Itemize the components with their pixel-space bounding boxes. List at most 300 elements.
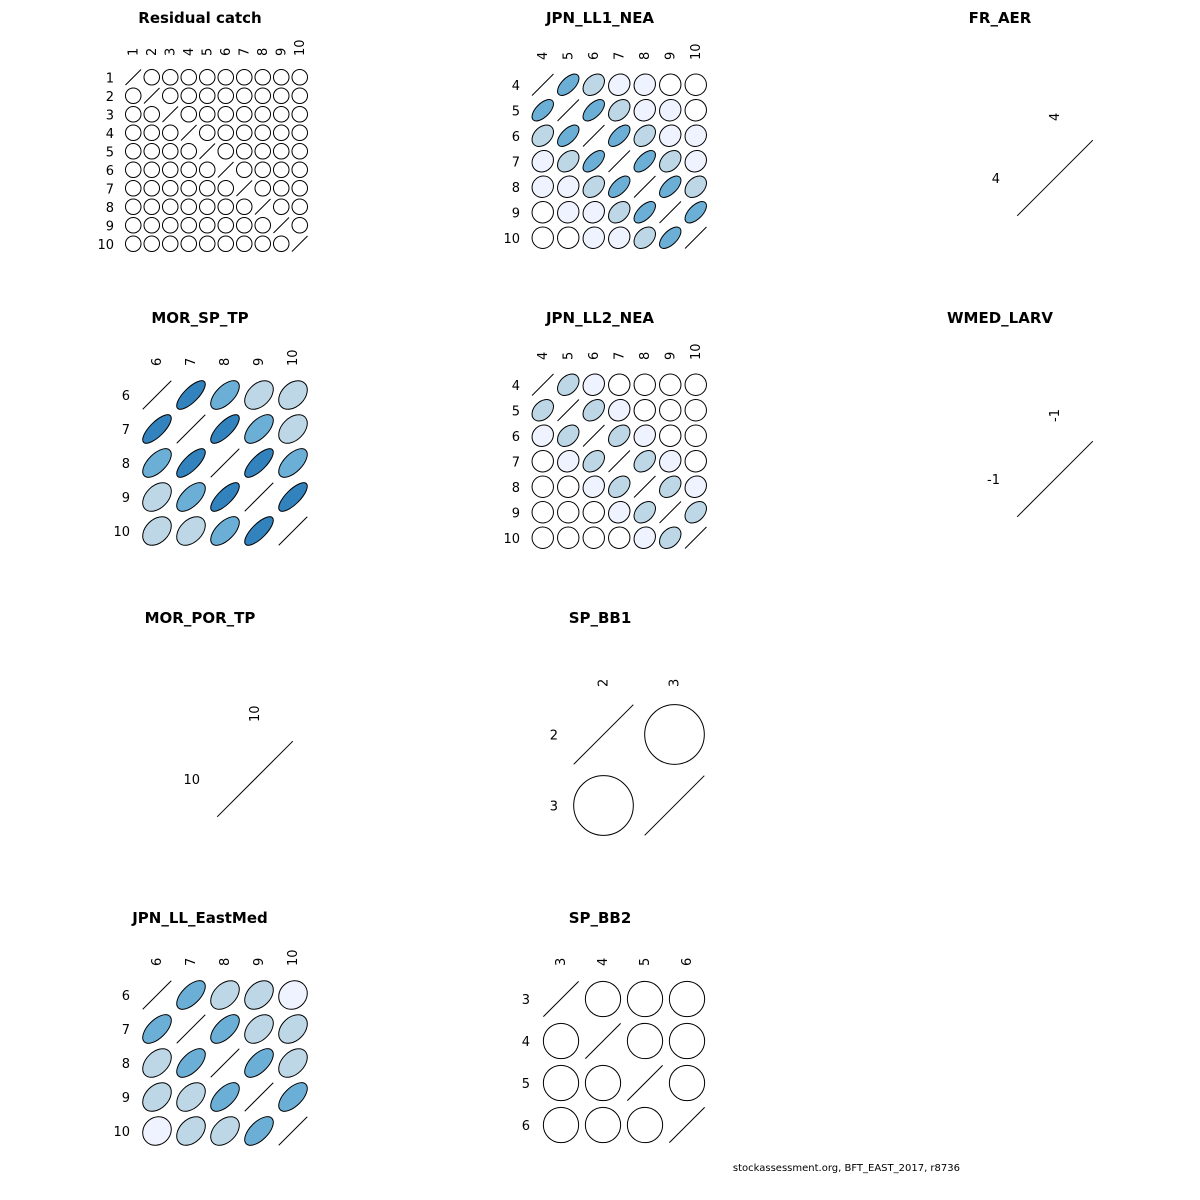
column-tick-label: 4 xyxy=(596,957,611,966)
diagonal-mark xyxy=(558,400,579,421)
correlation-ellipse xyxy=(536,1016,586,1066)
correlation-ellipse xyxy=(196,177,218,199)
correlation-ellipse xyxy=(289,122,311,144)
correlation-ellipse xyxy=(620,1100,670,1150)
correlation-ellipse xyxy=(662,1016,712,1066)
column-tick-label: 1 xyxy=(126,47,142,56)
correlation-ellipse xyxy=(655,446,685,476)
correlation-ellipse xyxy=(252,85,274,107)
correlation-ellipse xyxy=(196,159,218,181)
correlation-ellipse xyxy=(655,370,685,400)
correlation-ellipse xyxy=(655,421,685,451)
correlation-ellipse xyxy=(233,140,255,162)
panel-title: FR_AER xyxy=(968,9,1032,27)
correlation-panel xyxy=(145,609,293,817)
correlation-ellipse xyxy=(579,147,608,176)
correlation-ellipse xyxy=(528,172,558,202)
correlation-ellipse xyxy=(536,1058,586,1108)
column-tick-label: 5 xyxy=(200,47,216,56)
row-tick-label: 10 xyxy=(113,525,130,540)
correlation-ellipse xyxy=(270,85,292,107)
diagonal-mark xyxy=(211,1049,240,1078)
correlation-ellipse xyxy=(553,497,583,527)
correlation-ellipse xyxy=(275,479,312,516)
correlation-ellipse xyxy=(252,177,274,199)
diagonal-mark xyxy=(558,100,579,121)
diagonal-mark xyxy=(279,1117,308,1146)
row-tick-label: 8 xyxy=(121,457,130,472)
row-tick-label: 6 xyxy=(521,1119,530,1134)
correlation-ellipse xyxy=(141,233,163,255)
correlation-ellipse xyxy=(579,446,609,476)
correlation-ellipse xyxy=(159,159,181,181)
correlation-ellipse xyxy=(681,95,711,125)
correlation-ellipse xyxy=(655,472,685,502)
correlation-ellipse xyxy=(289,140,311,162)
correlation-ellipse xyxy=(233,233,255,255)
correlation-ellipse xyxy=(553,146,583,176)
correlation-ellipse xyxy=(122,122,144,144)
correlation-ellipse xyxy=(172,976,210,1014)
credit-text: stockassessment.org, BFT_EAST_2017, r8736 xyxy=(732,1163,960,1174)
column-tick-label: 7 xyxy=(612,351,628,360)
row-tick-label: 7 xyxy=(511,155,520,171)
correlation-ellipse xyxy=(604,472,634,502)
column-tick-label: 2 xyxy=(144,47,160,56)
correlation-ellipse xyxy=(579,172,609,202)
correlation-ellipse xyxy=(630,523,660,553)
column-tick-label: 10 xyxy=(688,43,704,60)
correlation-ellipse xyxy=(656,172,685,201)
column-tick-label: 8 xyxy=(637,351,653,360)
correlation-ellipse xyxy=(630,147,659,176)
row-tick-label: 4 xyxy=(511,78,520,94)
correlation-ellipse xyxy=(137,1111,177,1151)
diagonal-mark xyxy=(685,527,706,548)
correlation-ellipse xyxy=(141,66,163,88)
row-tick-label: 5 xyxy=(511,404,520,420)
row-tick-label: 8 xyxy=(511,480,520,496)
column-tick-label: 6 xyxy=(586,51,602,60)
correlation-ellipse xyxy=(553,523,583,553)
row-tick-label: 7 xyxy=(105,182,114,198)
correlation-ellipse xyxy=(159,85,181,107)
correlation-ellipse xyxy=(215,85,237,107)
correlation-ellipse xyxy=(173,445,210,482)
column-tick-label: 10 xyxy=(286,349,301,366)
correlation-ellipse xyxy=(528,421,558,451)
correlation-ellipse xyxy=(662,1058,712,1108)
column-tick-label: 6 xyxy=(586,351,602,360)
diagonal-mark xyxy=(660,502,681,523)
correlation-ellipse xyxy=(630,370,660,400)
correlation-ellipse xyxy=(553,421,583,451)
correlation-ellipse xyxy=(681,146,711,176)
diagonal-mark xyxy=(162,106,178,122)
diagonal-mark xyxy=(574,705,634,765)
diagonal-mark xyxy=(143,381,172,410)
correlation-ellipse xyxy=(178,140,200,162)
correlation-ellipse xyxy=(681,370,711,400)
correlation-ellipse xyxy=(241,513,278,550)
correlation-ellipse xyxy=(137,477,177,517)
correlation-ellipse xyxy=(579,223,609,253)
correlation-ellipse xyxy=(579,70,609,100)
correlation-ellipse xyxy=(632,692,716,776)
row-tick-label: 6 xyxy=(511,129,520,145)
correlation-ellipse xyxy=(252,140,274,162)
row-tick-label: 9 xyxy=(121,1091,130,1106)
correlation-ellipse xyxy=(240,1112,278,1150)
diagonal-mark xyxy=(177,415,206,444)
correlation-panel xyxy=(503,9,710,253)
row-tick-label: 2 xyxy=(105,89,114,105)
correlation-ellipse xyxy=(240,1044,278,1082)
correlation-ellipse xyxy=(241,445,278,482)
diagonal-mark xyxy=(273,217,289,233)
correlation-panel xyxy=(969,9,1093,216)
correlation-ellipse xyxy=(553,370,583,400)
column-tick-label: 10 xyxy=(688,343,704,360)
correlation-ellipse xyxy=(554,121,583,150)
row-tick-label: 2 xyxy=(549,728,558,744)
correlation-ellipse xyxy=(579,472,609,502)
correlation-ellipse xyxy=(579,197,609,227)
column-tick-label: 6 xyxy=(218,47,234,56)
correlation-ellipse xyxy=(122,214,144,236)
correlation-ellipse xyxy=(289,177,311,199)
correlation-ellipse xyxy=(159,214,181,236)
correlation-ellipse xyxy=(528,446,558,476)
diagonal-mark xyxy=(245,1083,274,1112)
correlation-panel xyxy=(947,309,1093,517)
row-tick-label: 6 xyxy=(121,389,130,404)
correlation-ellipse xyxy=(270,122,292,144)
diagonal-mark xyxy=(217,741,293,817)
correlation-panel xyxy=(113,309,312,551)
column-tick-label: 7 xyxy=(237,47,253,56)
correlation-panel xyxy=(550,609,717,848)
correlation-ellipse xyxy=(141,214,163,236)
column-tick-label: 6 xyxy=(150,357,165,366)
diagonal-mark xyxy=(685,227,706,248)
column-tick-label: 4 xyxy=(535,51,551,60)
column-tick-label: 10 xyxy=(286,949,301,966)
column-tick-label: 6 xyxy=(150,957,165,966)
column-tick-label: 8 xyxy=(637,51,653,60)
diagonal-mark xyxy=(181,125,197,141)
correlation-ellipse xyxy=(553,223,583,253)
correlation-ellipse xyxy=(122,177,144,199)
correlation-ellipse xyxy=(289,214,311,236)
correlation-ellipse xyxy=(270,66,292,88)
correlation-ellipse xyxy=(553,197,583,227)
correlation-ellipse xyxy=(252,159,274,181)
correlation-ellipse xyxy=(681,421,711,451)
correlation-ellipse xyxy=(137,1043,177,1083)
diagonal-mark xyxy=(236,180,252,196)
column-tick-label: 9 xyxy=(274,47,290,56)
correlation-ellipse xyxy=(196,85,218,107)
correlation-ellipse xyxy=(159,140,181,162)
correlation-ellipse xyxy=(215,233,237,255)
diagonal-mark xyxy=(144,88,160,104)
correlation-panel xyxy=(97,9,310,255)
correlation-ellipse xyxy=(141,140,163,162)
row-tick-label: 5 xyxy=(105,145,114,161)
row-tick-label: 4 xyxy=(511,378,520,394)
column-tick-label: 9 xyxy=(252,957,267,966)
correlation-ellipse xyxy=(578,974,628,1024)
correlation-ellipse xyxy=(215,214,237,236)
correlation-ellipse xyxy=(196,122,218,144)
column-tick-label: 9 xyxy=(252,357,267,366)
diagonal-mark xyxy=(245,483,274,512)
correlation-ellipse xyxy=(604,70,634,100)
correlation-ellipse xyxy=(578,1058,628,1108)
diagonal-mark xyxy=(125,69,141,85)
correlation-ellipse xyxy=(528,395,558,425)
correlation-ellipse xyxy=(196,103,218,125)
correlation-ellipse xyxy=(137,511,177,551)
diagonal-mark xyxy=(609,151,630,172)
correlation-ellipse xyxy=(178,103,200,125)
row-tick-label: 5 xyxy=(521,1077,530,1092)
diagonal-mark xyxy=(218,162,234,178)
correlation-ellipse xyxy=(630,95,660,125)
correlation-ellipse xyxy=(178,196,200,218)
correlation-ellipse xyxy=(662,974,712,1024)
correlation-panel xyxy=(113,909,313,1151)
row-tick-label: 9 xyxy=(511,206,520,222)
correlation-ellipse xyxy=(604,370,634,400)
row-tick-label: 5 xyxy=(511,104,520,120)
correlation-ellipse xyxy=(138,1010,176,1048)
diagonal-mark xyxy=(177,1015,206,1044)
row-tick-label: 10 xyxy=(183,773,200,788)
correlation-ellipse xyxy=(273,1043,313,1083)
correlation-ellipse xyxy=(239,975,279,1015)
correlation-ellipse xyxy=(159,122,181,144)
panel-title: JPN_LL_EastMed xyxy=(132,909,268,927)
correlation-ellipse xyxy=(630,121,660,151)
column-tick-label: 8 xyxy=(218,357,233,366)
panel-title: Residual catch xyxy=(138,9,262,27)
correlation-ellipse xyxy=(604,497,634,527)
correlation-ellipse xyxy=(605,121,634,150)
row-tick-label: 3 xyxy=(105,108,114,124)
column-tick-label: 7 xyxy=(184,957,199,966)
correlation-ellipse xyxy=(528,197,558,227)
correlation-ellipse xyxy=(289,159,311,181)
row-tick-label: 7 xyxy=(121,1023,130,1038)
correlation-ellipse xyxy=(579,96,608,125)
correlation-ellipse xyxy=(655,146,685,176)
correlation-ellipse xyxy=(630,70,660,100)
diagonal-mark xyxy=(1017,140,1093,216)
row-tick-label: 3 xyxy=(521,993,530,1008)
correlation-ellipse xyxy=(171,1077,211,1117)
correlation-ellipse xyxy=(273,975,313,1015)
correlation-ellipse xyxy=(681,172,711,202)
correlation-ellipse xyxy=(630,497,660,527)
correlation-ellipse xyxy=(233,66,255,88)
diagonal-mark xyxy=(583,125,604,146)
column-tick-label: 5 xyxy=(638,957,653,966)
correlation-ellipse xyxy=(207,411,244,448)
column-tick-label: 3 xyxy=(667,678,683,687)
correlation-ellipse xyxy=(578,1100,628,1150)
correlation-ellipse xyxy=(215,196,237,218)
column-tick-label: 7 xyxy=(184,357,199,366)
panel-title: MOR_SP_TP xyxy=(151,309,249,327)
correlation-ellipse xyxy=(630,198,659,227)
row-tick-label: 10 xyxy=(503,531,520,547)
correlation-ellipse xyxy=(528,121,558,151)
row-tick-label: 4 xyxy=(105,126,114,142)
row-tick-label: 10 xyxy=(113,1125,130,1140)
correlation-ellipse xyxy=(553,472,583,502)
correlation-ellipse xyxy=(630,446,660,476)
correlation-ellipse xyxy=(159,196,181,218)
correlation-ellipse xyxy=(141,177,163,199)
correlation-ellipse xyxy=(178,159,200,181)
correlation-ellipse xyxy=(528,497,558,527)
row-tick-label: 4 xyxy=(991,172,1000,187)
correlation-ellipse xyxy=(196,233,218,255)
correlation-ellipse xyxy=(206,1010,244,1048)
correlation-ellipse xyxy=(274,1078,312,1116)
correlation-ellipse xyxy=(233,103,255,125)
correlation-ellipse xyxy=(604,523,634,553)
correlation-ellipse xyxy=(289,196,311,218)
row-tick-label: 7 xyxy=(511,455,520,471)
column-tick-label: 2 xyxy=(596,678,612,687)
correlation-ellipse xyxy=(252,214,274,236)
correlation-ellipse xyxy=(270,196,292,218)
correlation-ellipse xyxy=(215,140,237,162)
correlation-ellipse xyxy=(122,233,144,255)
correlation-ellipse xyxy=(141,103,163,125)
panel-title: JPN_LL1_NEA xyxy=(545,9,655,27)
correlation-ellipse xyxy=(681,446,711,476)
correlation-ellipse xyxy=(159,233,181,255)
correlation-ellipse xyxy=(579,523,609,553)
correlation-ellipse xyxy=(270,159,292,181)
row-tick-label: 9 xyxy=(121,491,130,506)
row-tick-label: 8 xyxy=(105,200,114,216)
correlation-ellipse xyxy=(206,376,244,414)
diagonal-mark xyxy=(292,236,308,252)
correlation-ellipse xyxy=(681,121,711,151)
correlation-ellipse xyxy=(604,421,634,451)
correlation-ellipse xyxy=(604,395,634,425)
diagonal-mark xyxy=(660,202,681,223)
row-tick-label: 10 xyxy=(97,237,114,253)
correlation-ellipse xyxy=(681,497,711,527)
correlation-ellipse xyxy=(289,85,311,107)
panel-title: WMED_LARV xyxy=(947,309,1053,327)
correlation-ellipse xyxy=(655,70,685,100)
diagonal-mark xyxy=(199,143,215,159)
correlation-ellipse xyxy=(554,70,583,99)
correlation-ellipse xyxy=(196,66,218,88)
correlation-ellipse xyxy=(630,421,660,451)
column-tick-label: 6 xyxy=(680,957,695,966)
column-tick-label: 4 xyxy=(181,47,197,56)
diagonal-mark xyxy=(609,451,630,472)
correlation-ellipse xyxy=(536,1100,586,1150)
row-tick-label: 8 xyxy=(121,1057,130,1072)
panel-title: SP_BB2 xyxy=(568,909,632,927)
column-tick-label: 5 xyxy=(561,351,577,360)
correlation-ellipse xyxy=(141,159,163,181)
column-tick-label: 4 xyxy=(1048,112,1063,121)
correlation-ellipse xyxy=(274,444,312,482)
correlation-ellipse xyxy=(178,233,200,255)
panel-title: MOR_POR_TP xyxy=(144,609,256,627)
correlation-ellipse xyxy=(196,214,218,236)
correlation-ellipse xyxy=(141,196,163,218)
column-tick-label: 9 xyxy=(663,51,679,60)
correlation-ellipse xyxy=(289,103,311,125)
row-tick-label: -1 xyxy=(987,473,1000,488)
correlation-ellipse xyxy=(233,122,255,144)
diagonal-mark xyxy=(634,476,655,497)
correlation-ellipse xyxy=(273,409,313,449)
correlation-ellipse xyxy=(270,233,292,255)
correlation-ellipse xyxy=(561,763,645,847)
correlation-ellipse xyxy=(233,85,255,107)
correlation-ellipse xyxy=(579,497,609,527)
correlation-panel xyxy=(503,309,710,553)
column-tick-label: 10 xyxy=(292,39,308,56)
correlation-ellipse xyxy=(233,159,255,181)
correlation-ellipse xyxy=(205,1111,245,1151)
row-tick-label: 10 xyxy=(503,231,520,247)
correlation-ellipse xyxy=(171,1111,211,1151)
correlation-ellipse xyxy=(655,395,685,425)
diagonal-mark xyxy=(279,517,308,546)
row-tick-label: 6 xyxy=(511,429,520,445)
panel-title: SP_BB1 xyxy=(568,609,632,627)
correlation-ellipse xyxy=(215,103,237,125)
correlation-ellipse xyxy=(681,198,710,227)
correlation-ellipse xyxy=(553,172,583,202)
column-tick-label: 8 xyxy=(255,47,271,56)
correlation-ellipse xyxy=(239,375,279,415)
correlation-ellipse xyxy=(233,214,255,236)
correlation-ellipse xyxy=(122,85,144,107)
correlation-ellipse xyxy=(273,1009,313,1049)
correlation-ellipse xyxy=(681,70,711,100)
diagonal-mark xyxy=(627,1065,662,1100)
diagonal-mark xyxy=(532,74,553,95)
correlation-ellipse xyxy=(122,103,144,125)
column-tick-label: 5 xyxy=(561,51,577,60)
column-tick-label: 3 xyxy=(163,47,179,56)
correlation-ellipse xyxy=(579,395,609,425)
correlation-ellipse xyxy=(137,1077,177,1117)
correlation-ellipse xyxy=(528,146,558,176)
row-tick-label: 7 xyxy=(121,423,130,438)
correlation-ellipse xyxy=(681,472,711,502)
correlation-ellipse xyxy=(655,95,685,125)
column-tick-label: 10 xyxy=(248,705,263,722)
correlation-ellipse xyxy=(159,177,181,199)
correlation-ellipse xyxy=(172,1044,210,1082)
correlation-ellipse xyxy=(655,121,685,151)
